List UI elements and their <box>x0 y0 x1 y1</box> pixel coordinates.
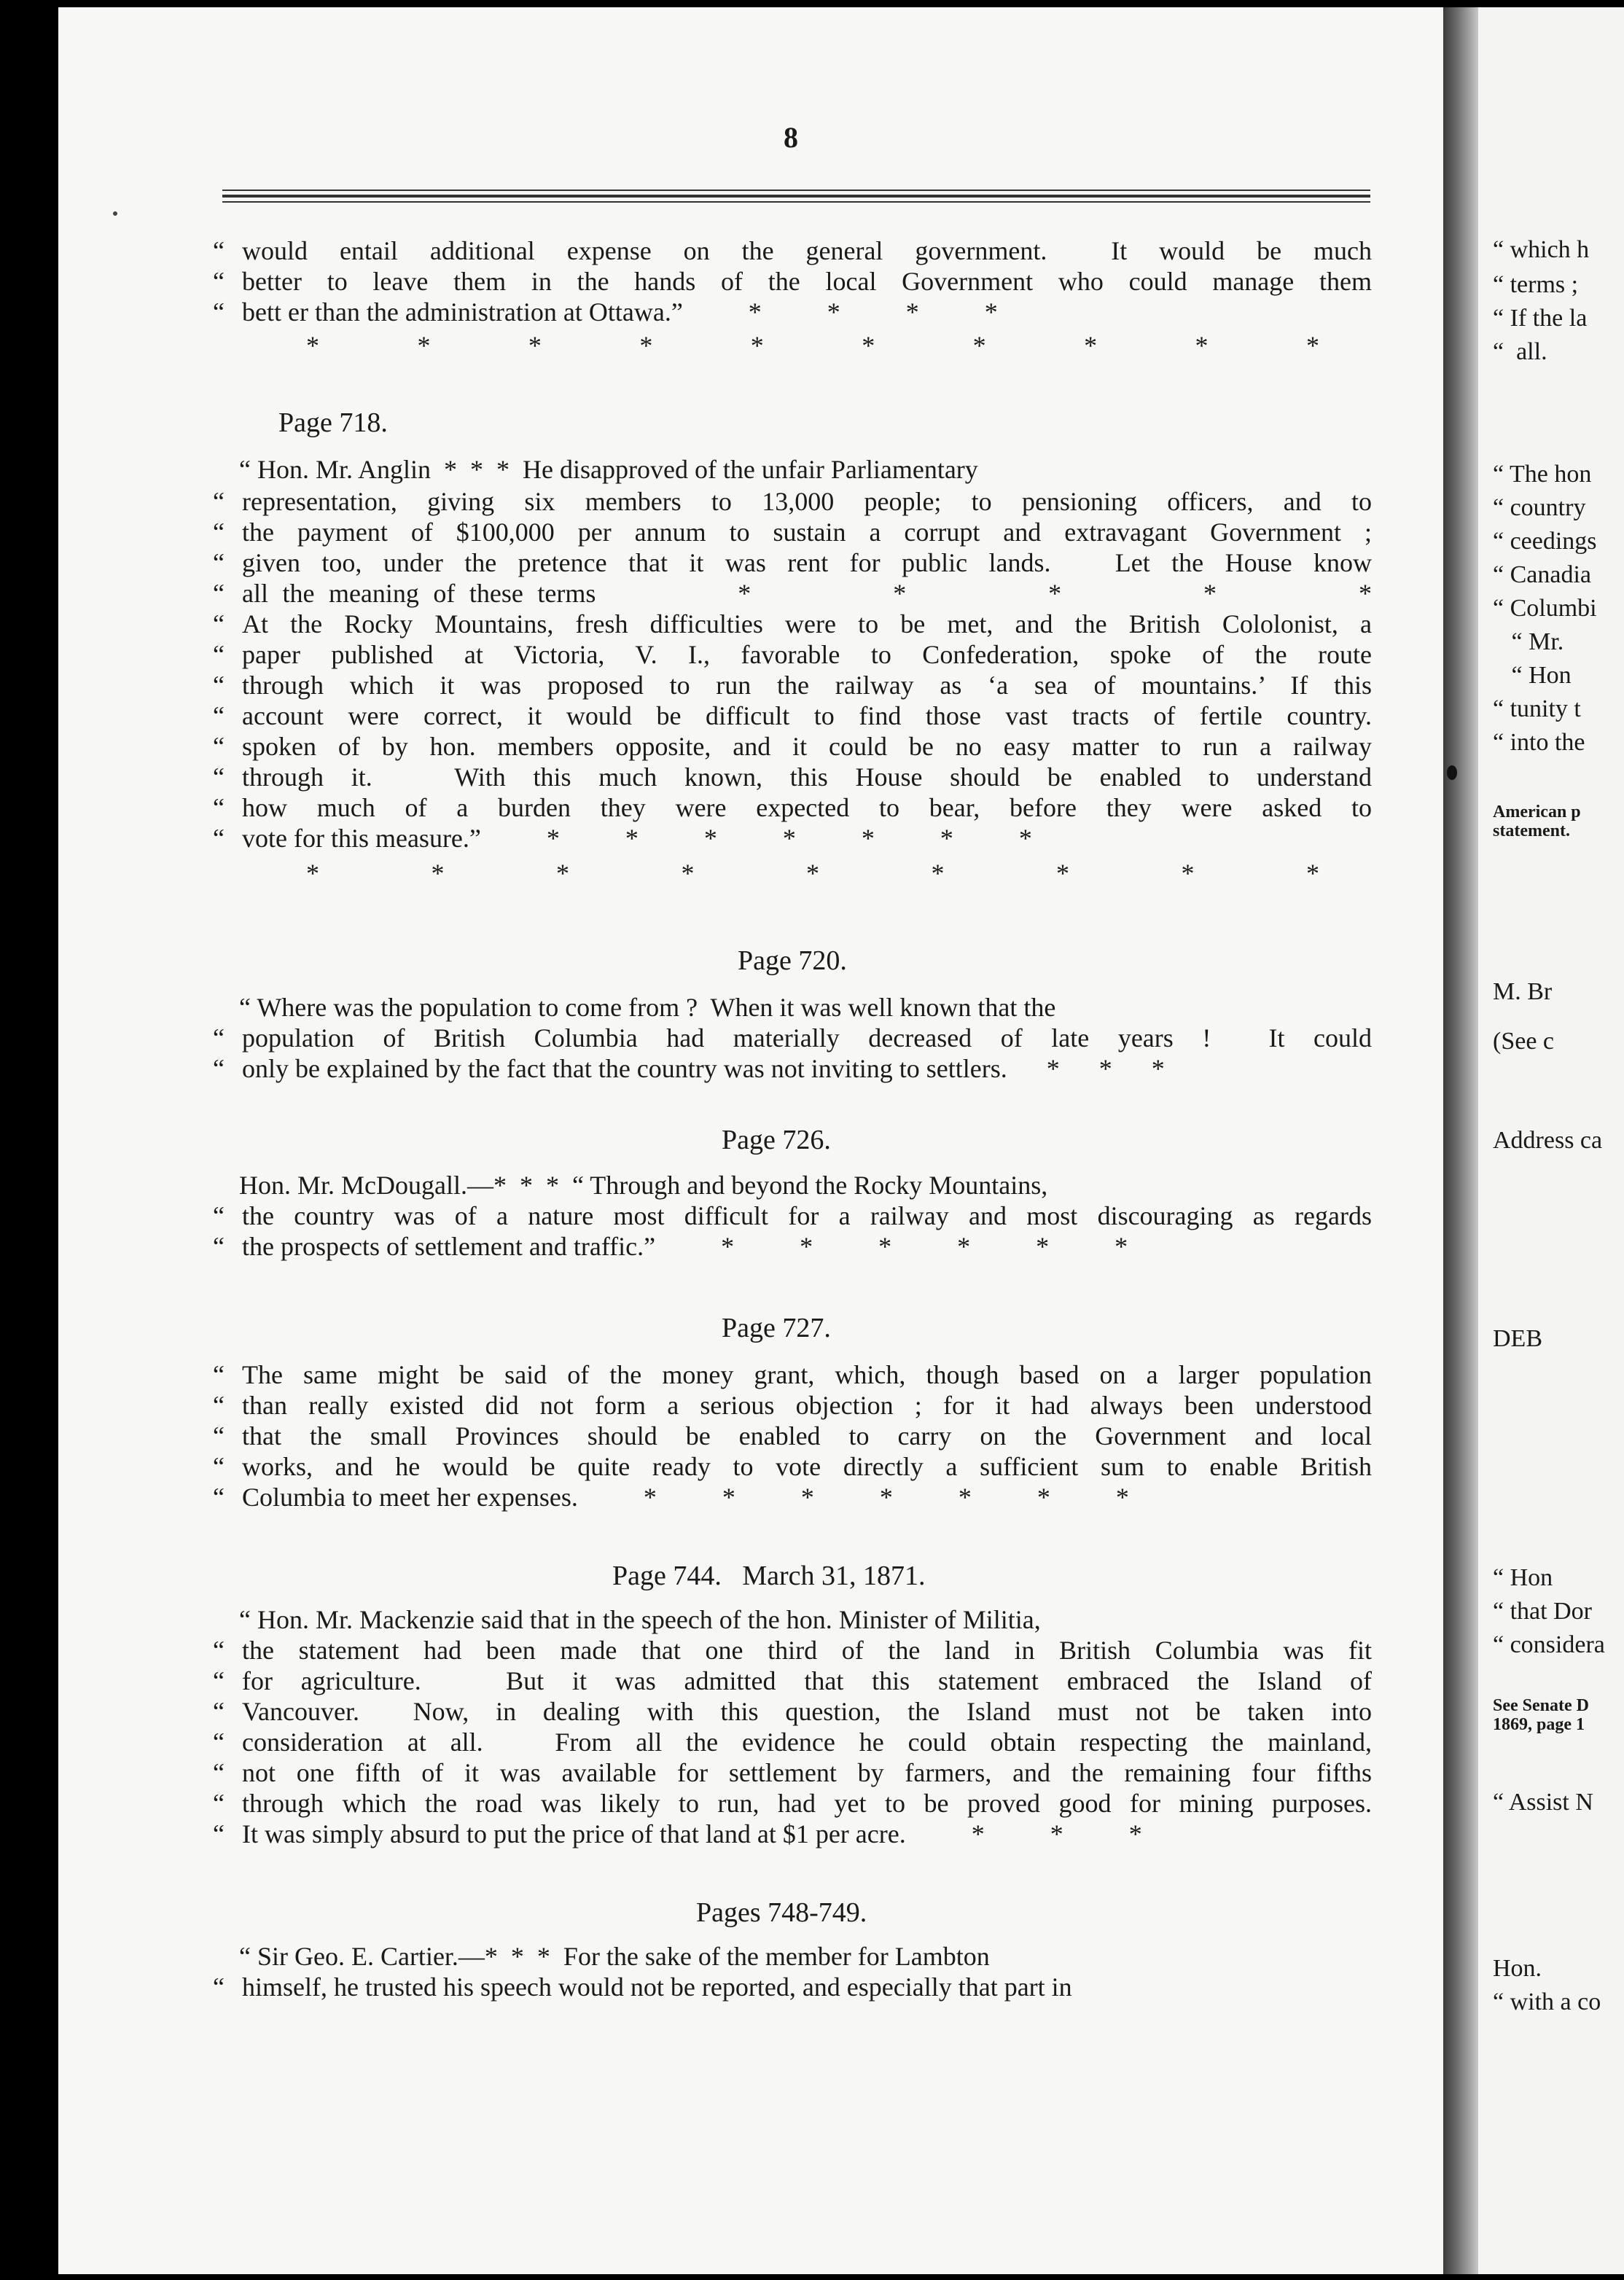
text-line <box>213 608 1372 640</box>
asterisk-separator <box>306 857 1319 889</box>
text-line <box>213 577 1372 609</box>
section-heading: Page 720. <box>738 945 847 976</box>
quote-mark: “ <box>213 1697 225 1726</box>
quote-mark: “ <box>213 487 225 516</box>
header-rule <box>222 201 1370 203</box>
text-line <box>213 235 1372 267</box>
line-text: The same might be said of the money grant, which, though based on a larger population <box>242 1360 1372 1389</box>
line-text: given too, under the pretence that it was rent for public lands. Let the House know <box>242 548 1372 577</box>
right-page-line: See Senate D <box>1493 1696 1589 1715</box>
asterisk: * <box>556 859 569 888</box>
text-line <box>213 453 1372 485</box>
text-line <box>213 1200 1372 1232</box>
line-text: Vancouver. Now, in dealing with this question, the Island must not be taken into <box>242 1697 1372 1726</box>
quote-mark: “ <box>213 1452 225 1481</box>
right-page-line: “ The hon <box>1493 461 1592 488</box>
section-heading: Page 726. <box>722 1125 831 1155</box>
line-text: would entail additional expense on the general government. It would be much <box>242 236 1372 265</box>
asterisk: * <box>639 331 653 360</box>
right-page-line: Hon. <box>1493 1955 1548 1982</box>
quote-mark: “ <box>213 732 225 761</box>
quote-mark: “ <box>213 640 225 669</box>
text-line <box>213 700 1372 732</box>
section-heading: Page 727. <box>722 1313 831 1343</box>
right-page-line: “ that Dor <box>1493 1598 1592 1625</box>
line-text: the country was of a nature most difficult for a railway and most discouraging as regards <box>242 1201 1372 1230</box>
right-page-line: “ Mr. <box>1493 628 1564 655</box>
line-text: Columbia to meet her expenses. * * * * * * * <box>242 1483 1129 1512</box>
line-text: “ Sir Geo. E. Cartier.—* * * For the sake of the member for Lambton <box>213 1942 990 1971</box>
text-line <box>213 761 1372 793</box>
line-text: paper published at Victoria, V. I., favorable to Confederation, spoke of the route <box>242 640 1372 669</box>
quote-mark: “ <box>213 1201 225 1230</box>
line-text: that the small Provinces should be enabled to carry on the Government and local <box>242 1421 1372 1451</box>
asterisk: * <box>1181 859 1195 888</box>
quote-mark: “ <box>213 236 225 265</box>
text-line <box>213 1230 1372 1262</box>
text-line <box>213 1389 1372 1421</box>
line-text: account were correct, it would be difficult to find those vast tracts of fertile country. <box>242 701 1372 730</box>
line-text: only be explained by the fact that the country was not inviting to settlers. * * * <box>242 1054 1165 1083</box>
line-text: “ Hon. Mr. Mackenzie said that in the speech of the hon. Minister of Militia, <box>213 1605 1041 1634</box>
line-text: all the meaning of these terms * * * * * <box>242 579 1372 608</box>
asterisk: * <box>806 859 819 888</box>
quote-mark: “ <box>213 267 225 296</box>
line-text: the statement had been made that one third of the land in British Columbia was fit <box>242 1636 1372 1665</box>
line-text: how much of a burden they were expected to bear, before they were asked to <box>242 793 1372 822</box>
asterisk-separator <box>306 329 1319 362</box>
right-page-line: “ terms ; <box>1493 271 1579 298</box>
quote-mark: “ <box>213 1636 225 1665</box>
right-page-line: “ ceedings <box>1493 528 1597 555</box>
line-text: better to leave them in the hands of the local Government who could manage them <box>242 267 1372 296</box>
text-line <box>213 516 1372 548</box>
quote-mark: “ <box>213 824 225 853</box>
asterisk: * <box>1084 331 1098 360</box>
line-text: works, and he would be quite ready to vote directly a sufficient sum to enable British <box>242 1452 1372 1481</box>
right-page-line: “ If the la <box>1493 305 1588 332</box>
text-line <box>213 1604 1372 1636</box>
line-text: It was simply absurd to put the price of that land at $1 per acre. * * * <box>242 1819 1142 1848</box>
right-page-line: DEB <box>1493 1325 1542 1352</box>
book-gutter <box>1443 7 1478 2274</box>
text-line <box>213 792 1372 824</box>
text-line <box>213 1634 1372 1666</box>
right-page-line: American p <box>1493 803 1581 821</box>
line-text: “ Hon. Mr. Anglin * * * He disapproved of the unfair Parliamentary <box>213 455 978 484</box>
section-heading: Page 718. <box>278 407 388 438</box>
text-line <box>213 265 1372 297</box>
quote-mark: “ <box>213 1819 225 1848</box>
asterisk: * <box>306 331 319 360</box>
header-rule <box>222 190 1370 191</box>
quote-mark: “ <box>213 1789 225 1818</box>
right-page-line: 1869, page 1 <box>1493 1715 1585 1734</box>
asterisk: * <box>750 331 764 360</box>
quote-mark: “ <box>213 1232 225 1261</box>
text-line <box>213 1481 1372 1513</box>
line-text: the prospects of settlement and traffic.” * * * * * * <box>242 1232 1128 1261</box>
quote-mark: “ <box>213 1391 225 1420</box>
quote-mark: “ <box>213 793 225 822</box>
quote-mark: “ <box>213 671 225 700</box>
right-page-line: “ Canadia <box>1493 561 1591 588</box>
right-page-line: Address ca <box>1493 1127 1603 1154</box>
text-line <box>213 1695 1372 1727</box>
asterisk: * <box>1305 331 1319 360</box>
quote-mark: “ <box>213 297 225 327</box>
line-text: than really existed did not form a serious objection ; for it had always been understood <box>242 1391 1372 1420</box>
text-line <box>213 1818 1372 1850</box>
line-text: Hon. Mr. McDougall.—* * * “ Through and beyond the Rocky Mountains, <box>213 1171 1048 1200</box>
asterisk: * <box>931 859 945 888</box>
line-text: spoken of by hon. members opposite, and it could be no easy matter to run a railway <box>242 732 1372 761</box>
text-line <box>213 639 1372 671</box>
line-text: through it. With this much known, this House should be enabled to understand <box>242 762 1372 792</box>
text-line <box>213 547 1372 579</box>
right-page-line: “ which h <box>1493 236 1590 263</box>
text-line <box>213 1169 1372 1201</box>
text-line <box>213 1787 1372 1819</box>
quote-mark: “ <box>213 701 225 730</box>
line-text: representation, giving six members to 13,000 people; to pensioning officers, and to <box>242 487 1372 516</box>
quote-mark: “ <box>213 1054 225 1083</box>
quote-mark: “ <box>213 1666 225 1695</box>
text-line <box>213 822 1372 854</box>
quote-mark: “ <box>213 1023 225 1053</box>
text-line <box>213 1053 1372 1085</box>
asterisk: * <box>972 331 986 360</box>
page-number: 8 <box>784 121 798 154</box>
line-text: through which it was proposed to run the railway as ‘a sea of mountains.’ If this <box>242 671 1372 700</box>
right-page-line: “ Hon <box>1493 1564 1553 1591</box>
right-page-line: “ with a co <box>1493 1988 1601 2015</box>
line-text: “ Where was the population to come from ? When it was well known that the <box>213 993 1056 1022</box>
quote-mark: “ <box>213 1727 225 1757</box>
asterisk: * <box>431 859 445 888</box>
right-page-line: “ all. <box>1493 338 1547 365</box>
quote-mark: “ <box>213 518 225 547</box>
text-line <box>213 669 1372 701</box>
line-text: At the Rocky Mountains, fresh difficulties were to be met, and the British Cololonist, a <box>242 609 1372 639</box>
asterisk: * <box>306 859 319 888</box>
text-line <box>213 1022 1372 1054</box>
binding-mark <box>1447 765 1457 780</box>
line-text: the payment of $100,000 per annum to sustain a corrupt and extravagant Government ; <box>242 518 1372 547</box>
quote-mark: “ <box>213 762 225 792</box>
asterisk: * <box>1195 331 1209 360</box>
section-heading: Page 744. March 31, 1871. <box>612 1561 926 1591</box>
quote-mark: “ <box>213 1360 225 1389</box>
right-page-line: (See c <box>1493 1028 1555 1055</box>
right-page-line: M. Br <box>1493 978 1553 1005</box>
asterisk: * <box>681 859 695 888</box>
text-line <box>213 1757 1372 1789</box>
line-text: through which the road was likely to run, had yet to be proved good for mining purposes. <box>242 1789 1372 1818</box>
right-page-line: “ tunity t <box>1493 695 1581 722</box>
line-text: population of British Columbia had materially decreased of late years ! It could <box>242 1023 1372 1053</box>
asterisk: * <box>417 331 431 360</box>
line-text: vote for this measure.” * * * * * * * <box>242 824 1032 853</box>
text-line <box>213 1665 1372 1697</box>
text-line <box>213 1451 1372 1483</box>
quote-mark: “ <box>213 609 225 639</box>
text-line <box>213 1726 1372 1758</box>
right-page-line: “ Hon <box>1493 662 1572 689</box>
text-line <box>213 730 1372 762</box>
header-rule <box>222 195 1370 198</box>
text-line <box>213 1971 1372 2003</box>
quote-mark: “ <box>213 1421 225 1451</box>
asterisk: * <box>528 331 542 360</box>
text-line <box>213 296 1372 328</box>
text-line <box>213 1940 1372 1972</box>
section-heading: Pages 748-749. <box>696 1897 867 1928</box>
line-text: not one fifth of it was available for settlement by farmers, and the remaining four fifths <box>242 1758 1372 1787</box>
right-page-line: “ country <box>1493 494 1586 521</box>
quote-mark: “ <box>213 548 225 577</box>
print-speck <box>113 211 117 216</box>
text-line <box>213 1359 1372 1391</box>
right-page-line: “ into the <box>1493 729 1585 756</box>
line-text: himself, he trusted his speech would not be reported, and especially that part in <box>242 1972 1072 2002</box>
right-page-line: “ considera <box>1493 1631 1605 1658</box>
quote-mark: “ <box>213 1483 225 1512</box>
line-text: bett er than the administration at Ottawa.” * * * * <box>242 297 998 327</box>
right-page-line: statement. <box>1493 821 1570 840</box>
text-line <box>213 1420 1372 1452</box>
line-text: consideration at all. From all the evidence he could obtain respecting the mainland, <box>242 1727 1372 1757</box>
text-line <box>213 485 1372 518</box>
quote-mark: “ <box>213 1758 225 1787</box>
line-text: for agriculture. But it was admitted that this statement embraced the Island of <box>242 1666 1372 1695</box>
right-page-line: “ Columbi <box>1493 595 1597 622</box>
asterisk: * <box>1306 859 1319 888</box>
asterisk: * <box>1056 859 1069 888</box>
right-page-line: “ Assist N <box>1493 1789 1593 1816</box>
text-line <box>213 991 1372 1023</box>
quote-mark: “ <box>213 579 225 608</box>
asterisk: * <box>862 331 875 360</box>
quote-mark: “ <box>213 1972 225 2002</box>
